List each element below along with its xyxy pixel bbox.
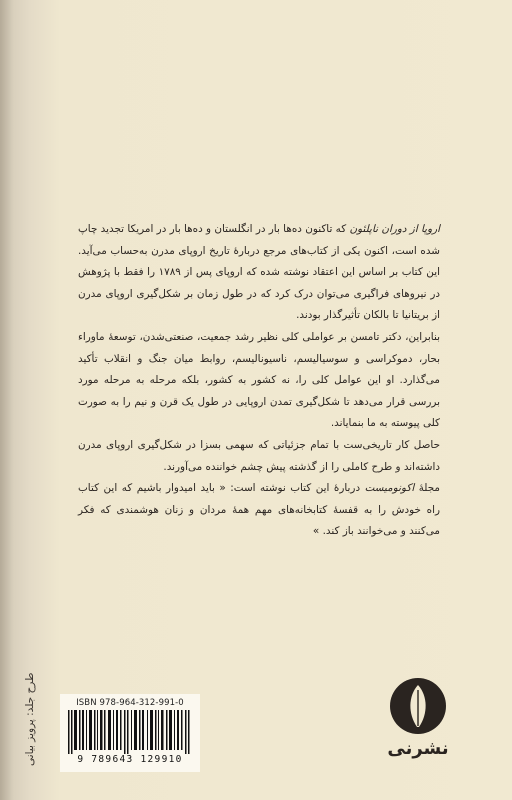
blurb-text — [78, 219, 440, 543]
blurb-paragraph-2: بنابراین، دکتر تامسن بر عواملی کلی نظیر رشد جمعیت، صنعتی‌شدن، توسعهٔ ماوراء بحار، دموکراسی و سوسیالیسم، ناسیونالیسم، روابط میان جنگ و انقلاب تأکید می‌گذارد. او این عوامل کلی را، نه کشور به کشور، بلکه مرحله به مرحله مورد بررسی قرار می‌دهد تا شکل‌گیری تمدن اروپایی در طول یک قرن و نیم را به صورت کلی پیوسته به ما بنمایاند. — [78, 330, 440, 430]
book-title-italic: اروپا از دوران ناپلئون — [349, 223, 440, 235]
reed-in-circle-icon — [388, 676, 448, 736]
spine-shadow — [0, 0, 14, 800]
blurb-paragraph-4: مجلهٔ اکونومیست دربارهٔ این کتاب نوشته است: « باید امیدوار باشیم که این کتاب راه خودش را به قفسهٔ کتابخانه‌های مهم همهٔ مردان و زنان هوشمندی که فکر می‌کنند و می‌خوانند باز کند. » — [78, 482, 440, 538]
blurb-paragraph-1: اروپا از دوران ناپلئون که تاکنون ده‌ها بار در انگلستان و ده‌ها بار در امریکا تجدید چاپ شده است، اکنون یکی از کتاب‌های مرجع دربارهٔ تاریخ اروپای مدرن به‌حساب می‌آید. این کتاب بر اساس این اعتقاد نوشته شده که اروپای پس از ۱۷۸۹ را فقط با پژوهش در نیروهای فراگیری می‌توان درک کرد که در طول زمان بر شکل‌گیری اروپای مدرن از بریتانیا تا بالکان تأثیرگذار بودند. — [78, 223, 440, 322]
barcode-block — [60, 694, 200, 772]
barcode-icon — [64, 710, 196, 754]
cover-designer-credit: طرح جلد: پرویز بیانی — [24, 672, 36, 766]
magazine-title-italic: اکونومیست — [364, 482, 415, 495]
publisher-name: نشرنی — [387, 738, 449, 759]
isbn-number: ISBN 978-964-312-991-0 — [76, 698, 184, 708]
blurb-paragraph-3: حاصل کار تاریخی‌ست با تمام جزئیاتی که سهمی بسزا در شکل‌گیری اروپای مدرن داشته‌اند و طرح کاملی را از گذشته پیش چشم خواننده می‌آورند. — [78, 438, 440, 473]
barcode-digits: 9 789643 129910 — [77, 754, 183, 765]
